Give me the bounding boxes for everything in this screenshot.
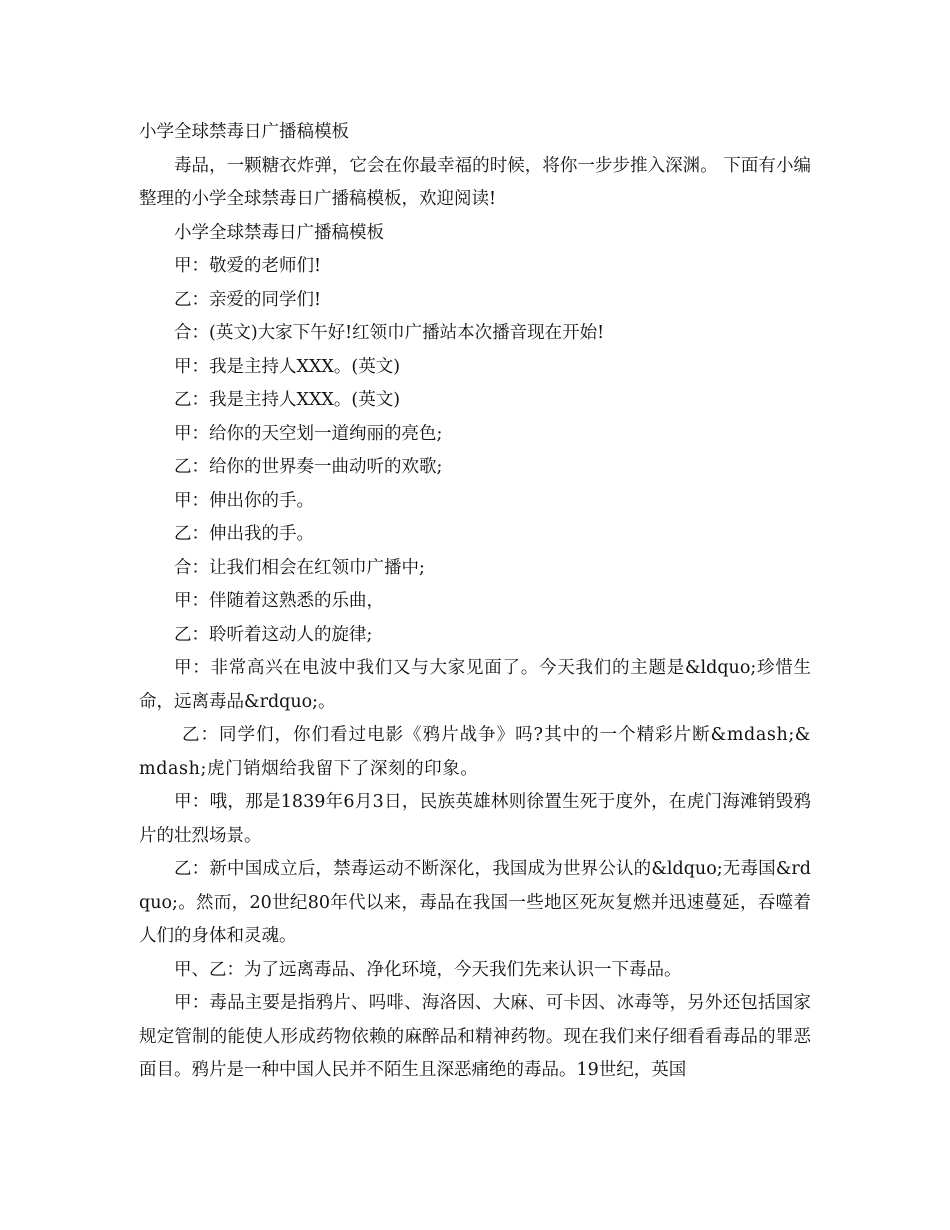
paragraph: 甲：给你的天空划一道绚丽的亮色; xyxy=(174,423,443,444)
paragraph: 乙：亲爱的同学们! xyxy=(174,289,322,310)
paragraph: 甲：伴随着这熟悉的乐曲， xyxy=(174,591,384,611)
paragraph: 甲、乙：为了远离毒品、净化环境，今天我们先来认识一下毒品。 xyxy=(174,959,682,980)
paragraph: 合：(英文)大家下午好!红领巾广播站本次播音现在开始! xyxy=(174,323,605,343)
paragraph: 甲：伸出你的手。 xyxy=(174,490,314,511)
paragraph: 乙：我是主持人XXX。(英文) xyxy=(174,390,401,410)
paragraph: 甲：非常高兴在电波中我们又与大家见面了。今天我们的主题是&ldquo;珍惜生命，远离毒品&rdquo;。 xyxy=(139,658,811,712)
paragraph: 乙：伸出我的手。 xyxy=(174,524,314,544)
document-body xyxy=(139,116,811,1088)
paragraph: 甲：敬爱的老师们! xyxy=(174,256,322,276)
paragraph: 小学全球禁毒日广播稿模板 xyxy=(174,222,384,243)
paragraph: 甲：我是主持人XXX。(英文) xyxy=(174,356,401,377)
paragraph: 乙：同学们，你们看过电影《鸦片战争》吗?其中的一个精彩片断&mdash;&mdash;虎门销烟给我留下了深刻的印象。 xyxy=(139,725,811,779)
paragraph: 乙：给你的世界奏一曲动听的欢歌; xyxy=(174,457,443,477)
paragraph: 毒品，一颗糖衣炸弹，它会在你最幸福的时候，将你一步步推入深渊。 下面有小编整理的小学全球禁毒日广播稿模板，欢迎阅读! xyxy=(139,155,811,209)
paragraph: 乙：聆听着这动人的旋律; xyxy=(174,624,373,645)
paragraph: 甲：哦，那是1839年6月3日，民族英雄林则徐置生死于度外，在虎门海滩销毁鸦片的壮烈场景。 xyxy=(139,792,811,846)
paragraph: 合：让我们相会在红领巾广播中; xyxy=(174,557,425,578)
document-title: 小学全球禁毒日广播稿模板 xyxy=(139,122,349,142)
paragraph: 甲：毒品主要是指鸦片、吗啡、海洛因、大麻、可卡因、冰毒等，另外还包括国家规定管制的能使人形成药物依赖的麻醉品和精神药物。现在我们来仔细看看毒品的罪恶面目。鸦片是一种中国人民并不陌生且深恶痛绝的毒品。19世纪，英国 xyxy=(139,993,811,1080)
paragraph: 乙：新中国成立后，禁毒运动不断深化，我国成为世界公认的&ldquo;无毒国&rdquo;。然而，20世纪80年代以来，毒品在我国一些地区死灰复燃并迅速蔓延，吞噬着人们的身体和灵魂。 xyxy=(139,859,811,946)
